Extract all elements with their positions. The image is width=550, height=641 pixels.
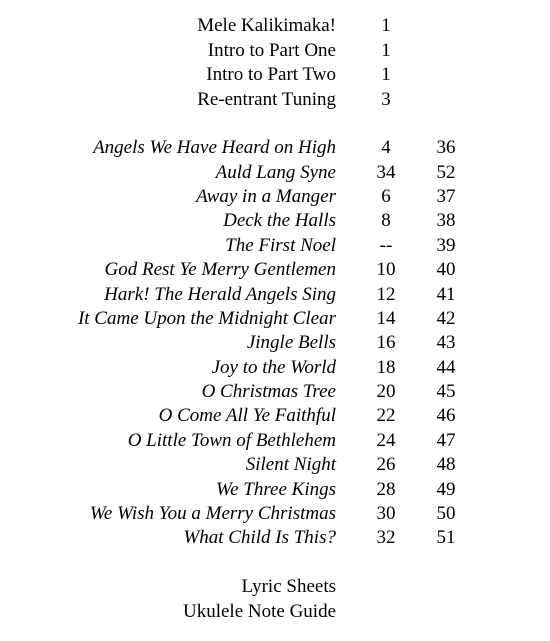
song-title: O Come All Ye Faithful xyxy=(158,405,336,426)
song-entry xyxy=(0,478,550,502)
song-entry xyxy=(0,380,550,404)
song-page-part-one: 6 xyxy=(381,186,391,207)
song-page-part-two: 47 xyxy=(436,430,456,451)
song-title: God Rest Ye Merry Gentlemen xyxy=(104,259,336,280)
song-entry xyxy=(0,307,550,331)
song-entry xyxy=(0,161,550,185)
intro-entry xyxy=(0,63,550,87)
song-title: It Came Upon the Midnight Clear xyxy=(77,308,336,329)
song-page-part-two: 43 xyxy=(436,332,456,353)
song-page-part-one: 22 xyxy=(376,405,396,426)
song-page-part-one: 32 xyxy=(376,527,396,548)
intro-entry-page: 1 xyxy=(381,40,391,61)
song-page-part-one: 16 xyxy=(376,332,396,353)
song-title: Silent Night xyxy=(245,454,336,475)
song-entry xyxy=(0,356,550,380)
song-page-part-one: 18 xyxy=(376,357,396,378)
song-page-part-two: 42 xyxy=(436,308,456,329)
song-entry xyxy=(0,283,550,307)
song-entry xyxy=(0,185,550,209)
appendix-entry xyxy=(0,575,550,599)
intro-entry xyxy=(0,14,550,38)
appendix-entry xyxy=(0,600,550,624)
intro-entry-title: Mele Kalikimaka! xyxy=(197,15,336,36)
song-title: We Wish You a Merry Christmas xyxy=(89,503,336,524)
song-entry xyxy=(0,234,550,258)
song-entry xyxy=(0,258,550,282)
song-title: What Child Is This? xyxy=(183,527,336,548)
song-page-part-two: 50 xyxy=(436,503,456,524)
song-entry xyxy=(0,331,550,355)
song-title: Angels We Have Heard on High xyxy=(93,137,336,158)
song-page-part-two: 45 xyxy=(436,381,456,402)
song-page-part-two: 37 xyxy=(436,186,456,207)
song-title: Jingle Bells xyxy=(246,332,336,353)
song-page-part-two: 51 xyxy=(436,527,456,548)
song-entry xyxy=(0,404,550,428)
song-page-part-one: 34 xyxy=(376,162,396,183)
song-title: Joy to the World xyxy=(211,357,336,378)
song-page-part-two: 39 xyxy=(436,235,456,256)
song-title: The First Noel xyxy=(225,235,336,256)
song-page-part-two: 38 xyxy=(436,210,456,231)
song-title: We Three Kings xyxy=(216,479,336,500)
song-page-part-one: 28 xyxy=(376,479,396,500)
song-entry xyxy=(0,136,550,160)
song-title: Away in a Manger xyxy=(196,186,336,207)
song-title: Deck the Halls xyxy=(223,210,336,231)
song-title: O Little Town of Bethlehem xyxy=(127,430,336,451)
intro-entry-title: Intro to Part Two xyxy=(206,64,336,85)
song-entry xyxy=(0,429,550,453)
intro-entry xyxy=(0,39,550,63)
song-page-part-two: 49 xyxy=(436,479,456,500)
song-page-part-two: 44 xyxy=(436,357,456,378)
song-title: O Christmas Tree xyxy=(201,381,336,402)
song-entry xyxy=(0,209,550,233)
intro-entry-title: Re-entrant Tuning xyxy=(197,89,336,110)
intro-entry xyxy=(0,88,550,112)
song-page-part-one: 12 xyxy=(376,284,396,305)
song-page-part-two: 48 xyxy=(436,454,456,475)
appendix-entry-title: Lyric Sheets xyxy=(241,576,336,597)
song-page-part-two: 46 xyxy=(436,405,456,426)
song-page-part-one: 8 xyxy=(381,210,391,231)
intro-entry-page: 1 xyxy=(381,64,391,85)
song-page-part-one: 24 xyxy=(376,430,396,451)
song-page-part-two: 52 xyxy=(436,162,456,183)
song-title: Auld Lang Syne xyxy=(215,162,336,183)
song-entry xyxy=(0,453,550,477)
song-page-part-one: 10 xyxy=(376,259,396,280)
song-page-part-one: 20 xyxy=(376,381,396,402)
song-entry xyxy=(0,526,550,550)
song-page-part-one: 30 xyxy=(376,503,396,524)
song-page-part-two: 36 xyxy=(436,137,456,158)
song-page-part-two: 40 xyxy=(436,259,456,280)
song-page-part-one: 14 xyxy=(376,308,396,329)
song-page-part-one: 4 xyxy=(381,137,391,158)
song-entry xyxy=(0,502,550,526)
intro-entry-title: Intro to Part One xyxy=(207,40,336,61)
song-page-part-one: 26 xyxy=(376,454,396,475)
song-title: Hark! The Herald Angels Sing xyxy=(104,284,336,305)
song-page-part-one: -- xyxy=(379,235,393,256)
intro-entry-page: 3 xyxy=(381,89,391,110)
song-page-part-two: 41 xyxy=(436,284,456,305)
appendix-entry-title: Ukulele Note Guide xyxy=(182,601,336,622)
intro-entry-page: 1 xyxy=(381,15,391,36)
